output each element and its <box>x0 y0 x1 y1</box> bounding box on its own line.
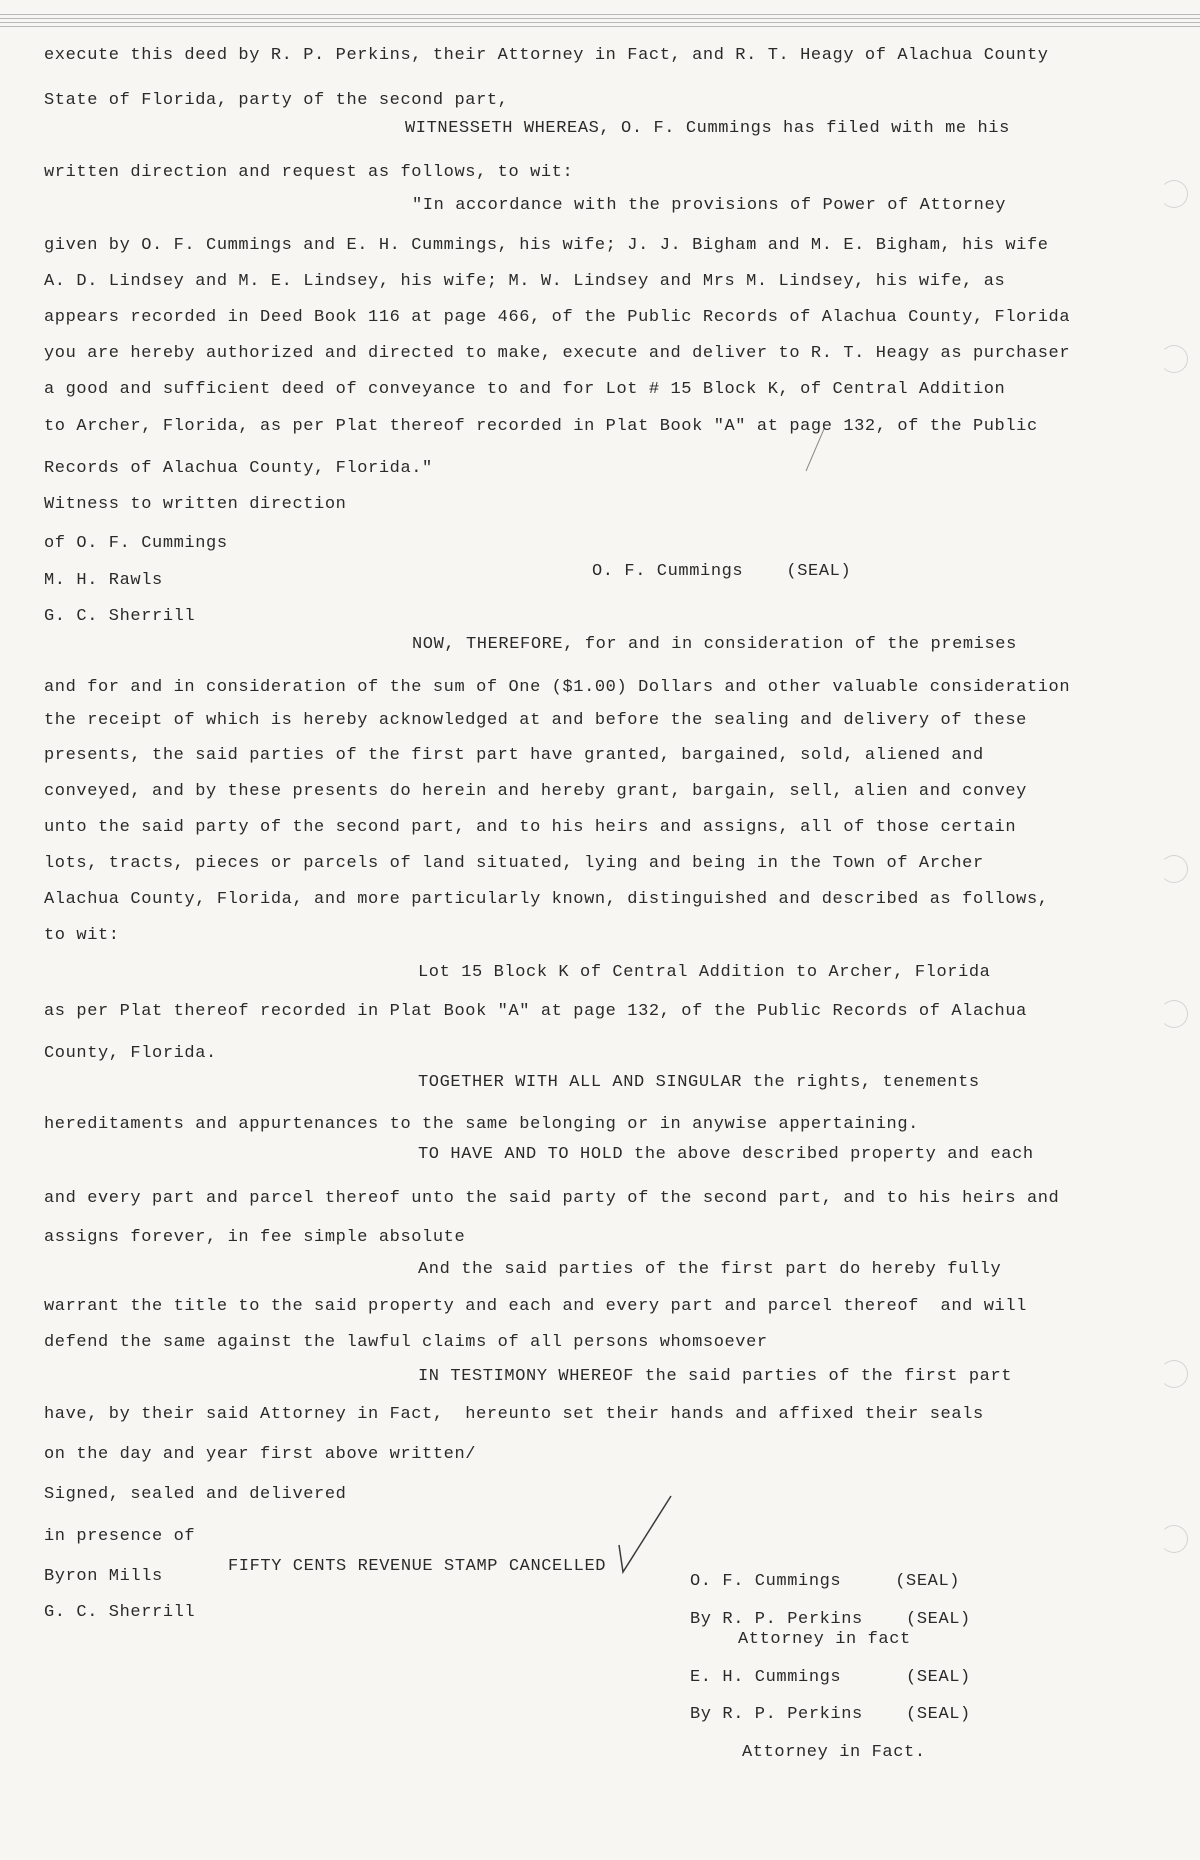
signature-line: By R. P. Perkins (SEAL) <box>690 1705 971 1724</box>
text-line: defend the same against the lawful claims of all persons whomsoever <box>44 1333 768 1352</box>
text-line: TOGETHER WITH ALL AND SINGULAR the rights, tenements <box>418 1073 980 1092</box>
signature-line: O. F. Cummings (SEAL) <box>592 562 852 581</box>
text-line: given by O. F. Cummings and E. H. Cummings, his wife; J. J. Bigham and M. E. Bigham, his wife <box>44 236 1049 255</box>
signature-title: Attorney in fact <box>738 1630 911 1649</box>
text-line: Witness to written direction <box>44 495 347 514</box>
check-mark <box>615 1490 675 1580</box>
text-line: lots, tracts, pieces or parcels of land situated, lying and being in the Town of Archer <box>44 854 984 873</box>
text-line: IN TESTIMONY WHEREOF the said parties of the first part <box>418 1367 1013 1386</box>
text-line: Lot 15 Block K of Central Addition to Archer, Florida <box>418 963 991 982</box>
revenue-stamp-note: FIFTY CENTS REVENUE STAMP CANCELLED <box>228 1557 607 1576</box>
text-line: State of Florida, party of the second part, <box>44 91 509 110</box>
text-line: presents, the said parties of the first part have granted, bargained, sold, aliened and <box>44 746 984 765</box>
text-line: Alachua County, Florida, and more particularly known, distinguished and described as follows, <box>44 890 1049 909</box>
top-rule <box>0 14 1200 15</box>
punch-hole <box>1160 1360 1188 1388</box>
text-line: and for and in consideration of the sum of One ($1.00) Dollars and other valuable consideration <box>44 678 1071 697</box>
text-line: execute this deed by R. P. Perkins, their Attorney in Fact, and R. T. Heagy of Alachua County <box>44 46 1049 65</box>
witness-name: G. C. Sherrill <box>44 607 196 626</box>
witness-name: Byron Mills <box>44 1567 163 1586</box>
text-line: Records of Alachua County, Florida." <box>44 459 433 478</box>
text-line: in presence of <box>44 1527 196 1546</box>
text-line: WITNESSETH WHEREAS, O. F. Cummings has filed with me his <box>405 119 1010 138</box>
text-line: and every part and parcel thereof unto the said party of the second part, and to his heirs and <box>44 1189 1060 1208</box>
text-line: to wit: <box>44 926 120 945</box>
top-rule <box>0 22 1200 23</box>
text-line: conveyed, and by these presents do herein and hereby grant, bargain, sell, alien and convey <box>44 782 1027 801</box>
punch-hole <box>1160 180 1188 208</box>
text-line: have, by their said Attorney in Fact, hereunto set their hands and affixed their seals <box>44 1405 984 1424</box>
text-line: And the said parties of the first part do hereby fully <box>418 1260 1002 1279</box>
text-line: to Archer, Florida, as per Plat thereof recorded in Plat Book "A" at page 132, of the Public <box>44 417 1038 436</box>
text-line: A. D. Lindsey and M. E. Lindsey, his wife; M. W. Lindsey and Mrs M. Lindsey, his wife, as <box>44 272 1006 291</box>
text-line: Signed, sealed and delivered <box>44 1485 347 1504</box>
text-line: the receipt of which is hereby acknowledged at and before the sealing and delivery of these <box>44 711 1027 730</box>
signature-line: O. F. Cummings (SEAL) <box>690 1572 961 1591</box>
punch-hole <box>1160 1000 1188 1028</box>
text-line: as per Plat thereof recorded in Plat Book "A" at page 132, of the Public Records of Alachua <box>44 1002 1027 1021</box>
text-line: "In accordance with the provisions of Power of Attorney <box>412 196 1007 215</box>
text-line: written direction and request as follows, to wit: <box>44 163 574 182</box>
text-line: assigns forever, in fee simple absolute <box>44 1228 466 1247</box>
text-line: of O. F. Cummings <box>44 534 228 553</box>
punch-hole <box>1160 345 1188 373</box>
punch-hole <box>1160 1525 1188 1553</box>
text-line: a good and sufficient deed of conveyance to and for Lot # 15 Block K, of Central Addition <box>44 380 1006 399</box>
witness-name: G. C. Sherrill <box>44 1603 196 1622</box>
text-line: warrant the title to the said property and each and every part and parcel thereof and will <box>44 1297 1027 1316</box>
text-line: NOW, THEREFORE, for and in consideration of the premises <box>412 635 1017 654</box>
signature-line: By R. P. Perkins (SEAL) <box>690 1610 971 1629</box>
punch-hole <box>1160 855 1188 883</box>
text-line: County, Florida. <box>44 1044 217 1063</box>
top-rule <box>0 18 1200 19</box>
signature-title: Attorney in Fact. <box>742 1743 926 1762</box>
text-line: on the day and year first above written/ <box>44 1445 477 1464</box>
text-line: unto the said party of the second part, and to his heirs and assigns, all of those certain <box>44 818 1017 837</box>
text-line: hereditaments and appurtenances to the same belonging or in anywise appertaining. <box>44 1115 919 1134</box>
witness-name: M. H. Rawls <box>44 571 163 590</box>
text-line: TO HAVE AND TO HOLD the above described property and each <box>418 1145 1034 1164</box>
signature-line: E. H. Cummings (SEAL) <box>690 1668 971 1687</box>
text-line: appears recorded in Deed Book 116 at page 466, of the Public Records of Alachua County, Florida <box>44 308 1071 327</box>
top-rule <box>0 26 1200 27</box>
text-line: you are hereby authorized and directed to make, execute and deliver to R. T. Heagy as purchaser <box>44 344 1071 363</box>
